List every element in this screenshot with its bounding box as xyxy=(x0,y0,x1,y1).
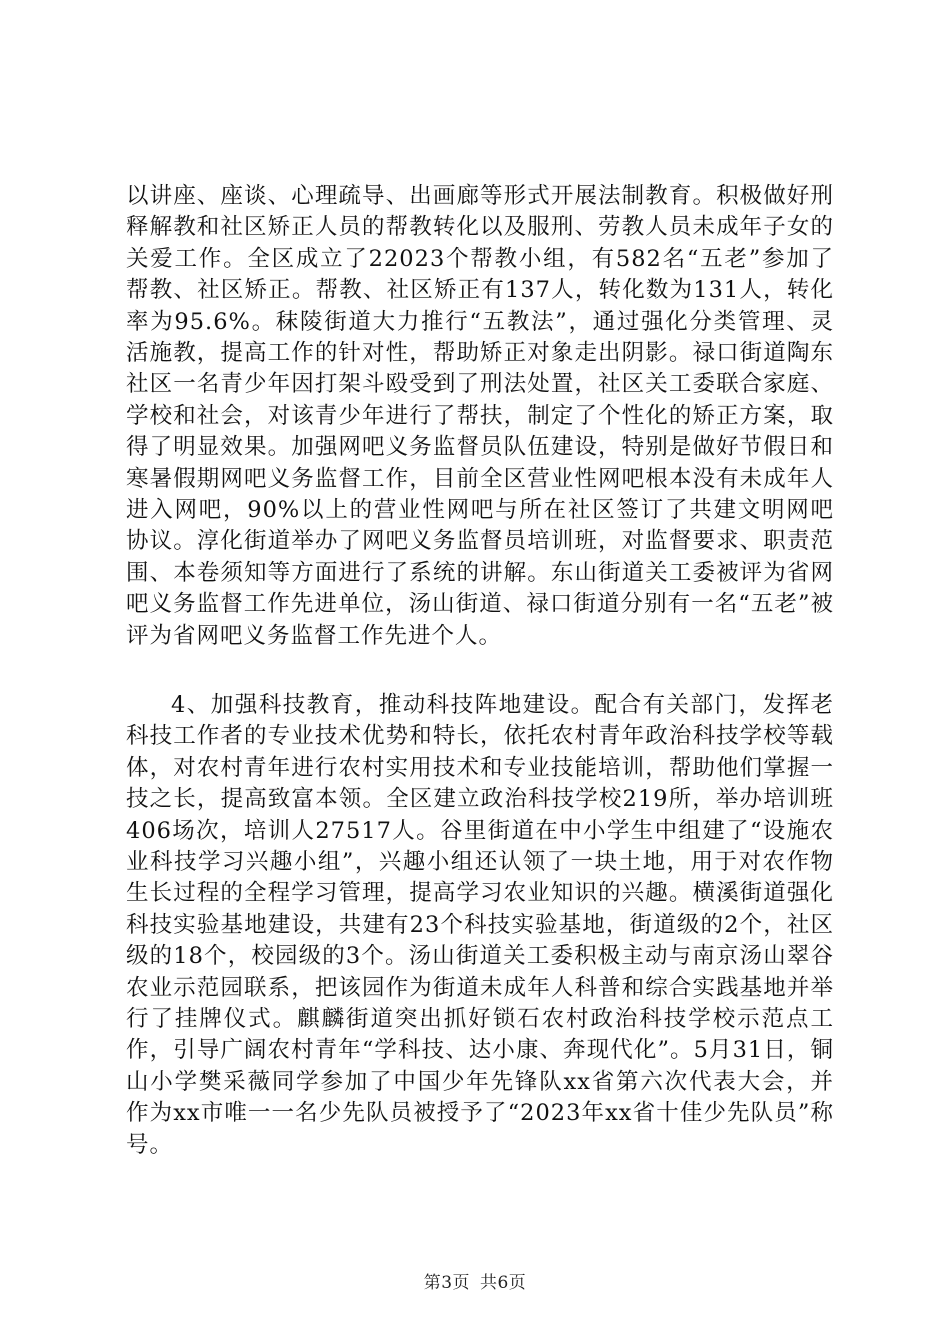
paragraph-legal-education: 以讲座、座谈、心理疏导、出画廊等形式开展法制教育。积极做好刑释解教和社区矫正人员的帮教转化以及服刑、劳教人员未成年子女的关爱工作。全区成立了22023个帮教小组，有582名“五老”参加了帮教、社区矫正。帮教、社区矫正有137人，转化数为131人，转化率为95.6%。秣陵街道大力推行“五教法”，通过强化分类管理、灵活施教，提高工作的针对性，帮助矫正对象走出阴影。禄口街道陶东社区一名青少年因打架斗殴受到了刑法处置，社区关工委联合家庭、学校和社会，对该青少年进行了帮扶，制定了个性化的矫正方案，取得了明显效果。加强网吧义务监督员队伍建设，特别是做好节假日和寒暑假期网吧义务监督工作，目前全区营业性网吧根本没有未成年人进入网吧，90%以上的营业性网吧与所在社区签订了共建文明网吧协议。淳化街道举办了网吧义务监督员培训班，对监督要求、职责范围、本卷须知等方面进行了系统的讲解。东山街道关工委被评为省网吧义务监督工作先进单位，汤山街道、禄口街道分别有一名“五老”被评为省网吧义务监督工作先进个人。 xyxy=(126,183,834,649)
paragraph-science-education: 4、加强科技教育，推动科技阵地建设。配合有关部门，发挥老科技工作者的专业技术优势和特长，依托农村青年政治科技学校等载体，对农村青年进行农村实用技术和专业技能培训，帮助他们掌握一技之长，提高致富本领。全区建立政治科技学校219所，举办培训班406场次，培训人27517人。谷里街道在中小学生中组建了“设施农业科技学习兴趣小组”，兴趣小组还认领了一块土地，用于对农作物生长过程的全程学习管理，提高学习农业知识的兴趣。横溪街道强化科技实验基地建设，共建有23个科技实验基地，街道级的2个，社区级的18个，校园级的3个。汤山街道关工委积极主动与南京汤山翠谷农业示范园联系，把该园作为街道未成年人科普和综合实践基地并举行了挂牌仪式。麒麟街道突出抓好锁石农村政治科技学校示范点工作，引导广阔农村青年“学科技、达小康、奔现代化”。5月31日，铜山小学樊采薇同学参加了中国少年先锋队xx省第六次代表大会，并作为xx市唯一一名少先队员被授予了“2023年xx省十佳少先队员”称号。 xyxy=(126,692,834,1158)
page-total: 共6页 xyxy=(479,1273,527,1293)
page-footer xyxy=(0,1268,950,1293)
page-number: 第3页 xyxy=(423,1273,471,1293)
